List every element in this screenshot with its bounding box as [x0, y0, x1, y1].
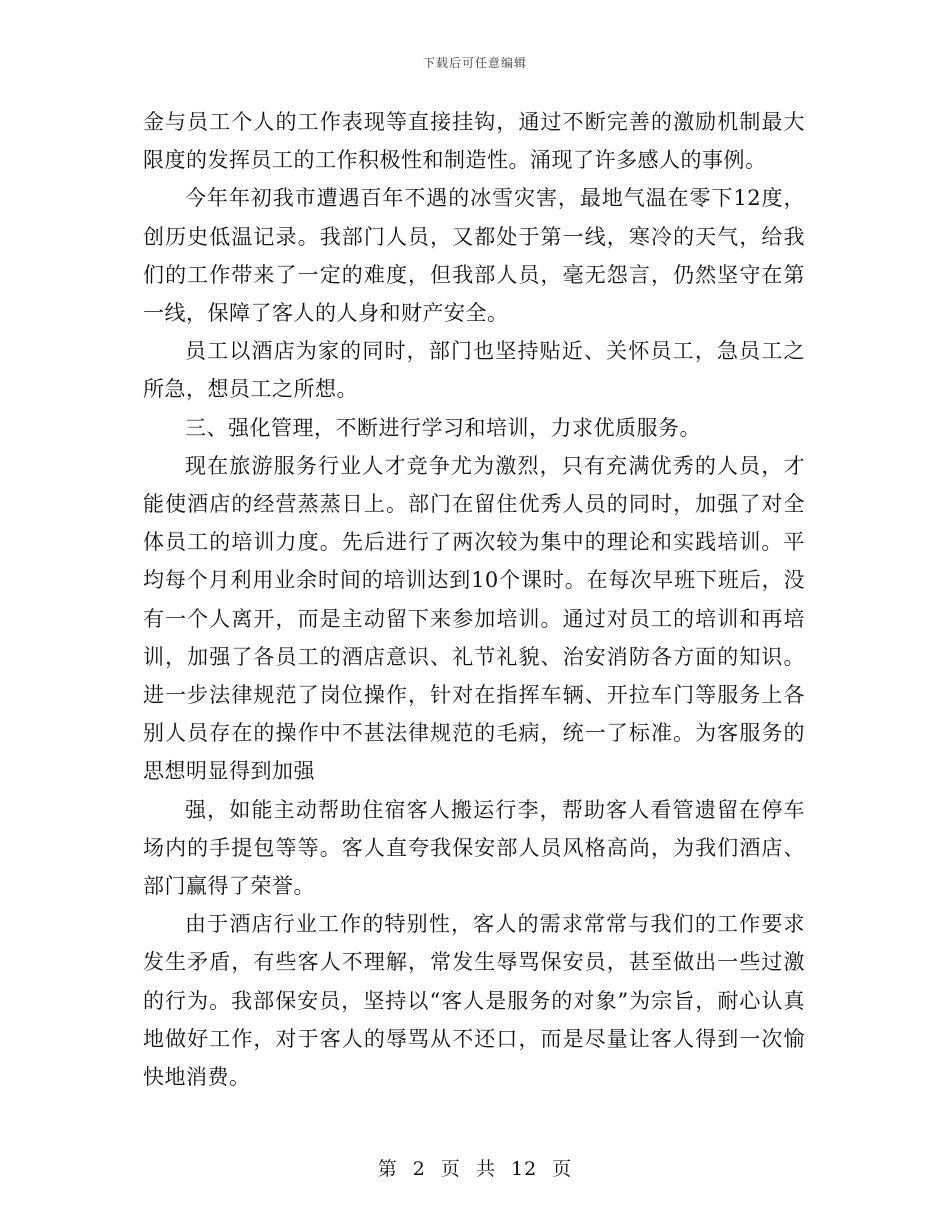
- paragraph-3: 员工以酒店为家的同时，部门也坚持贴近、关怀员工，急员工之所急，想员工之所想。: [143, 339, 805, 402]
- paragraph-2: 今年年初我市遭遇百年不遇的冰雪灾害，最地气温在零下12度，创历史低温记录。我部门人员，又都处于第一线，寒冷的天气，给我们的工作带来了一定的难度，但我部人员，毫无怨言，仍然坚守在第一线，保障了客人的人身和财产安全。: [143, 186, 805, 326]
- paragraph-4: 现在旅游服务行业人才竞争尤为激烈，只有充满优秀的人员，才能使酒店的经营蒸蒸日上。部门在留住优秀人员的同时，加强了对全体员工的培训力度。先后进行了两次较为集中的理论和实践培训。平均每个月利用业余时间的培训达到10个课时。在每次早班下班后，没有一个人离开，而是主动留下来参加培训。通过对员工的培训和再培训，加强了各员工的酒店意识、礼节礼貌、治安消防各方面的知识。进一步法律规范了岗位操作，针对在指挥车辆、开拉车门等服务上各别人员存在的操作中不甚法律规范的毛病，统一了标准。为客服务的思想明显得到加强: [143, 453, 805, 784]
- footer-prefix: 第: [377, 1158, 398, 1180]
- header-note: 下载后可任意编辑: [422, 56, 527, 70]
- page-footer: [0, 1154, 950, 1181]
- footer-total-word: 共: [475, 1158, 496, 1180]
- paragraph-5: 强，如能主动帮助住宿客人搬运行李，帮助客人看管遗留在停车场内的手提包等等。客人直夸我保安部人员风格高尚，为我们酒店、部门赢得了荣誉。: [143, 797, 805, 899]
- section-heading: 三、强化管理，不断进行学习和培训，力求优质服务。: [185, 415, 701, 440]
- current-page-number: 2: [412, 1158, 426, 1180]
- total-page-count: 12: [511, 1158, 538, 1180]
- document-body: [143, 103, 805, 1096]
- paragraph-6: 由于酒店行业工作的特别性，客人的需求常常与我们的工作要求发生矛盾，有些客人不理解，常发生辱骂保安员，甚至做出一些过激的行为。我部保安员，坚持以“客人是服务的对象”为宗旨，耐心认真地做好工作，对于客人的辱骂从不还口，而是尽量让客人得到一次愉快地消费。: [143, 912, 805, 1090]
- footer-page-word: 页: [440, 1158, 461, 1180]
- paragraph-1: 金与员工个人的工作表现等直接挂钩，通过不断完善的激励机制最大限度的发挥员工的工作积极性和制造性。涌现了许多感人的事例。: [143, 110, 805, 173]
- footer-suffix: 页: [552, 1158, 573, 1180]
